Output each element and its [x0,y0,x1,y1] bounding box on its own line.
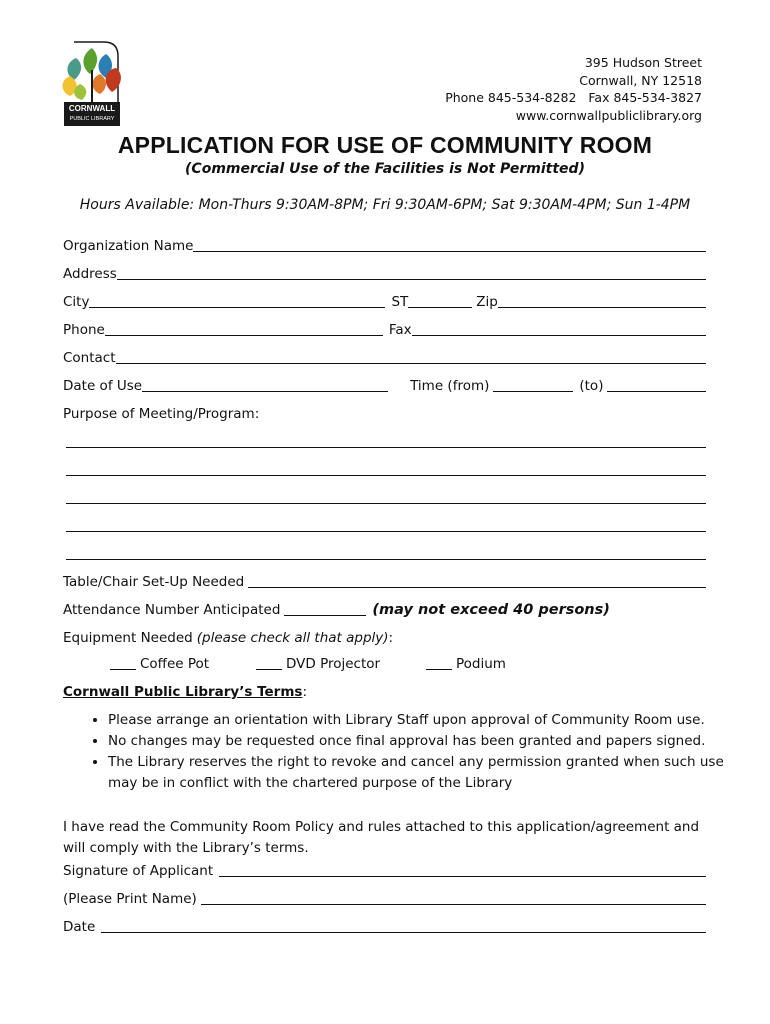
signature-row [63,859,706,879]
equipment-option-dvd-projector[interactable] [256,655,380,672]
equipment-option-podium[interactable] [426,655,506,672]
form-title: APPLICATION FOR USE OF COMMUNITY ROOM [117,132,653,158]
city-row [63,290,706,310]
purpose-line-2[interactable] [66,475,706,476]
attendance-label: Attendance Number Anticipated [63,602,281,618]
phone-field[interactable] [105,321,383,336]
equipment-label: Equipment Needed [63,630,193,646]
coffee-pot-check[interactable] [110,655,136,670]
date-field[interactable] [101,918,706,933]
signature-label: Signature of Applicant [63,863,214,879]
logo-text: CORNWALL [68,104,116,113]
purpose-line-1[interactable] [66,447,706,448]
terms-list [86,710,728,794]
form-subtitle: (Commercial Use of the Facilities is Not Permitted) [185,161,585,177]
attendance-field[interactable] [284,601,366,616]
terms-heading [63,684,307,700]
date-time-row [63,374,706,394]
coffee-pot-label: Coffee Pot [140,656,210,672]
dvd-projector-check[interactable] [256,655,282,670]
address-street: 395 Hudson Street [584,55,702,70]
state-field[interactable] [408,293,472,308]
signature-field[interactable] [219,862,706,877]
terms-heading-colon: : [302,684,307,700]
podium-check[interactable] [426,655,452,670]
purpose-label: Purpose of Meeting/Program: [63,406,260,422]
logo-subtext: PUBLIC LIBRARY [69,116,115,122]
hours-available: Hours Available: Mon-Thurs 9:30AM-8PM; Fri 9:30AM-6PM; Sat 9:30AM-4PM; Sun 1-4PM [79,197,691,213]
contact-field[interactable] [116,349,706,364]
fax-field[interactable] [412,321,706,336]
zip-field[interactable] [498,293,706,308]
address-field[interactable] [117,265,706,280]
print-name-label: (Please Print Name) [63,891,197,907]
contact-label: Contact [63,350,116,366]
terms-heading-text: Cornwall Public Library’s Terms [63,684,303,700]
setup-field[interactable] [248,573,706,588]
address-city: Cornwall, NY 12518 [579,72,702,88]
equipment-note: (please check all that apply) [196,630,389,646]
equipment-colon: : [388,630,394,646]
print-name-field[interactable] [201,890,706,905]
organization-row [63,234,706,254]
date-row [63,915,706,935]
city-field[interactable] [89,293,385,308]
equipment-row [63,626,706,646]
purpose-line-5[interactable] [66,559,706,560]
terms-item: • Please arrange an orientation with Library Staff upon approval of Community Room use. [108,710,728,731]
contact-row [63,346,706,366]
phone-row [63,318,706,338]
terms-item: • The Library reserves the right to revoke and cancel any permission granted when such use may be in conflict with the chartered purpose of the Library [108,752,728,794]
time-from-label: Time (from) [410,378,490,394]
podium-label: Podium [456,656,506,672]
address-row [63,262,706,282]
time-from-field[interactable] [493,377,573,392]
print-name-row [63,887,706,907]
organization-label: Organization Name [63,238,194,254]
attendance-note: (may not exceed 40 persons) [372,602,610,618]
fax-label: Fax [388,322,412,338]
date-label: Date [63,919,96,935]
city-label: City [63,294,90,310]
time-to-field[interactable] [607,377,706,392]
dvd-projector-label: DVD Projector [286,656,381,672]
phone-label: Phone [63,322,105,338]
library-address [445,54,702,124]
purpose-row [63,402,706,422]
date-of-use-label: Date of Use [63,378,143,394]
terms-item: • No changes may be requested once final approval has been granted and papers signed. [108,731,728,752]
equipment-option-coffee-pot[interactable] [110,655,209,672]
time-to-label: (to) [579,378,604,394]
agreement-text: I have read the Community Room Policy and rules attached to this application/agreement and will comply with the Library’s terms. [63,819,700,856]
address-website: www.cornwallpubliclibrary.org [515,107,702,123]
attendance-row [63,598,706,618]
state-label: ST [391,294,409,310]
address-phone-fax: Phone 845-534-8282 Fax 845-534-3827 [445,90,702,105]
purpose-line-3[interactable] [66,503,706,504]
setup-row [63,570,706,590]
zip-label: Zip [476,294,498,310]
setup-label: Table/Chair Set-Up Needed [63,574,245,590]
purpose-line-4[interactable] [66,531,706,532]
library-logo [56,40,128,128]
address-label: Address [63,266,117,282]
date-of-use-field[interactable] [142,377,388,392]
organization-field[interactable] [193,237,706,252]
